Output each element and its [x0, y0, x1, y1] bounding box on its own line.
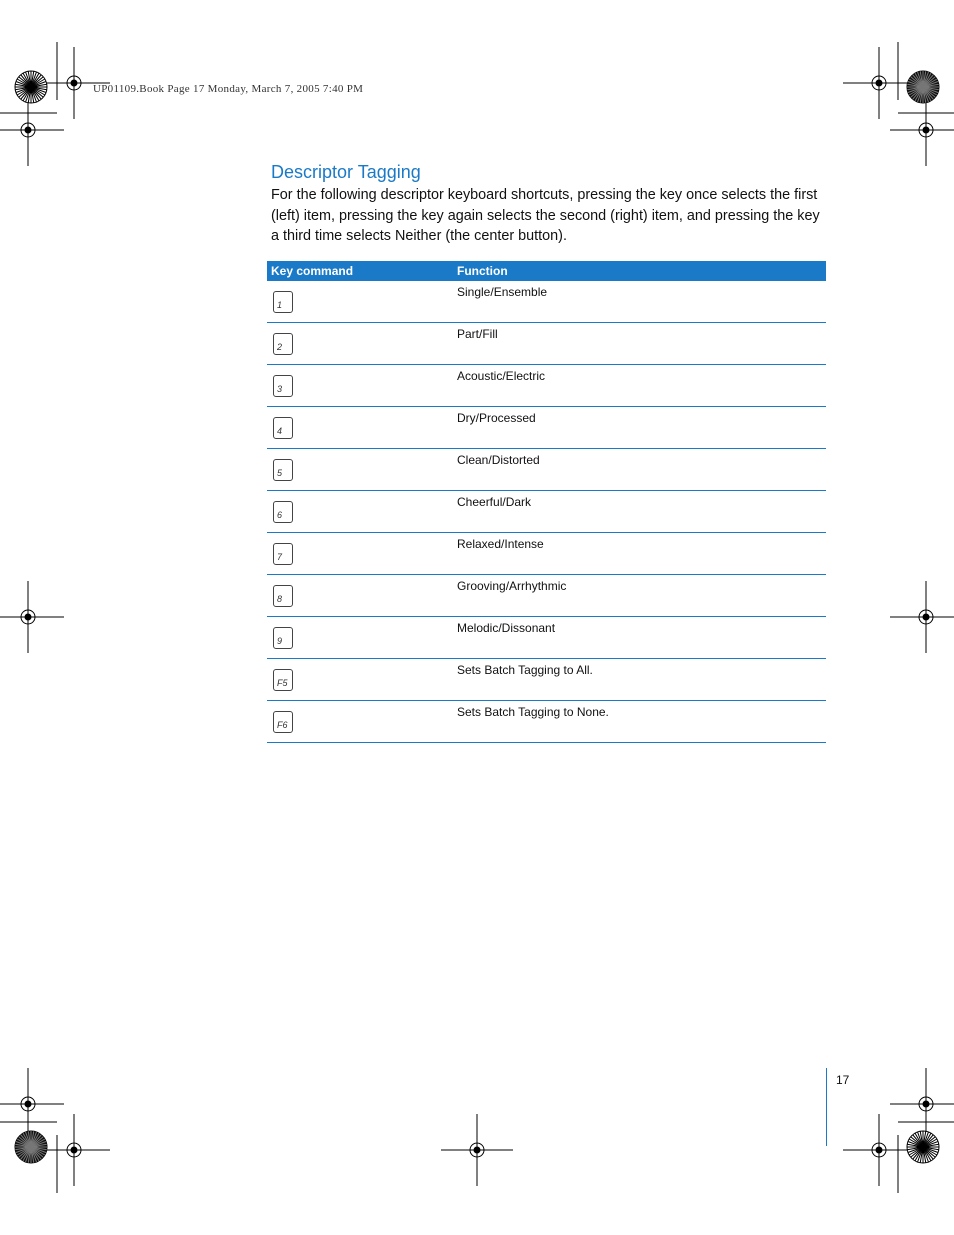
- key-cap-icon: [273, 669, 293, 691]
- header-key-command: Key command: [271, 264, 354, 278]
- table-row: [267, 491, 826, 533]
- margin-rule: [826, 1068, 827, 1146]
- key-label: 9: [277, 636, 283, 646]
- function-cell: Melodic/Dissonant: [457, 621, 556, 635]
- key-label: 8: [277, 594, 283, 604]
- header-function: Function: [457, 264, 508, 278]
- key-cap-icon: [273, 501, 293, 523]
- key-cap-icon: [273, 459, 293, 481]
- key-label: 6: [277, 510, 283, 520]
- key-cap-icon: [273, 627, 293, 649]
- function-cell: Relaxed/Intense: [457, 537, 544, 551]
- function-cell: Grooving/Arrhythmic: [457, 579, 567, 593]
- table-row: [267, 281, 826, 323]
- key-label: 4: [277, 426, 283, 436]
- function-cell: Single/Ensemble: [457, 285, 548, 299]
- key-cap-icon: [273, 585, 293, 607]
- key-label: 2: [277, 342, 283, 352]
- table-row: [267, 575, 826, 617]
- key-label: F6: [277, 720, 288, 730]
- page-number: 17: [836, 1073, 850, 1087]
- slug-line: UP01109.Book Page 17 Monday, March 7, 2005 7:40 PM: [93, 83, 364, 95]
- table-header: [267, 261, 826, 281]
- table-row: [267, 449, 826, 491]
- table-row: [267, 407, 826, 449]
- key-cap-icon: [273, 375, 293, 397]
- key-label: 3: [277, 384, 283, 394]
- key-label: F5: [277, 678, 288, 688]
- section-title: Descriptor Tagging: [271, 162, 421, 182]
- table-row: [267, 323, 826, 365]
- function-cell: Sets Batch Tagging to All.: [457, 663, 593, 677]
- function-cell: Cheerful/Dark: [457, 495, 532, 509]
- table-row: [267, 701, 826, 743]
- key-label: 5: [277, 468, 283, 478]
- key-cap-icon: [273, 543, 293, 565]
- function-cell: Dry/Processed: [457, 411, 536, 425]
- table-row: [267, 659, 826, 701]
- table-row: [267, 365, 826, 407]
- function-cell: Acoustic/Electric: [457, 369, 546, 383]
- key-label: 1: [277, 300, 283, 310]
- table-row: [267, 533, 826, 575]
- shortcut-table: [267, 261, 826, 743]
- key-cap-icon: [273, 417, 293, 439]
- intro-paragraph: For the following descriptor keyboard shortcuts, pressing the key once selects the first (left) item, pressing the key again selects the second (right) item, and pressing the key a third time selects Neither (the center button).: [271, 187, 820, 245]
- function-cell: Part/Fill: [457, 327, 498, 341]
- function-cell: Clean/Distorted: [457, 453, 540, 467]
- key-cap-icon: [273, 291, 293, 313]
- key-cap-icon: [273, 711, 293, 733]
- key-label: 7: [277, 552, 283, 562]
- table-body: [267, 281, 826, 743]
- key-cap-icon: [273, 333, 293, 355]
- function-cell: Sets Batch Tagging to None.: [457, 705, 609, 719]
- table-row: [267, 617, 826, 659]
